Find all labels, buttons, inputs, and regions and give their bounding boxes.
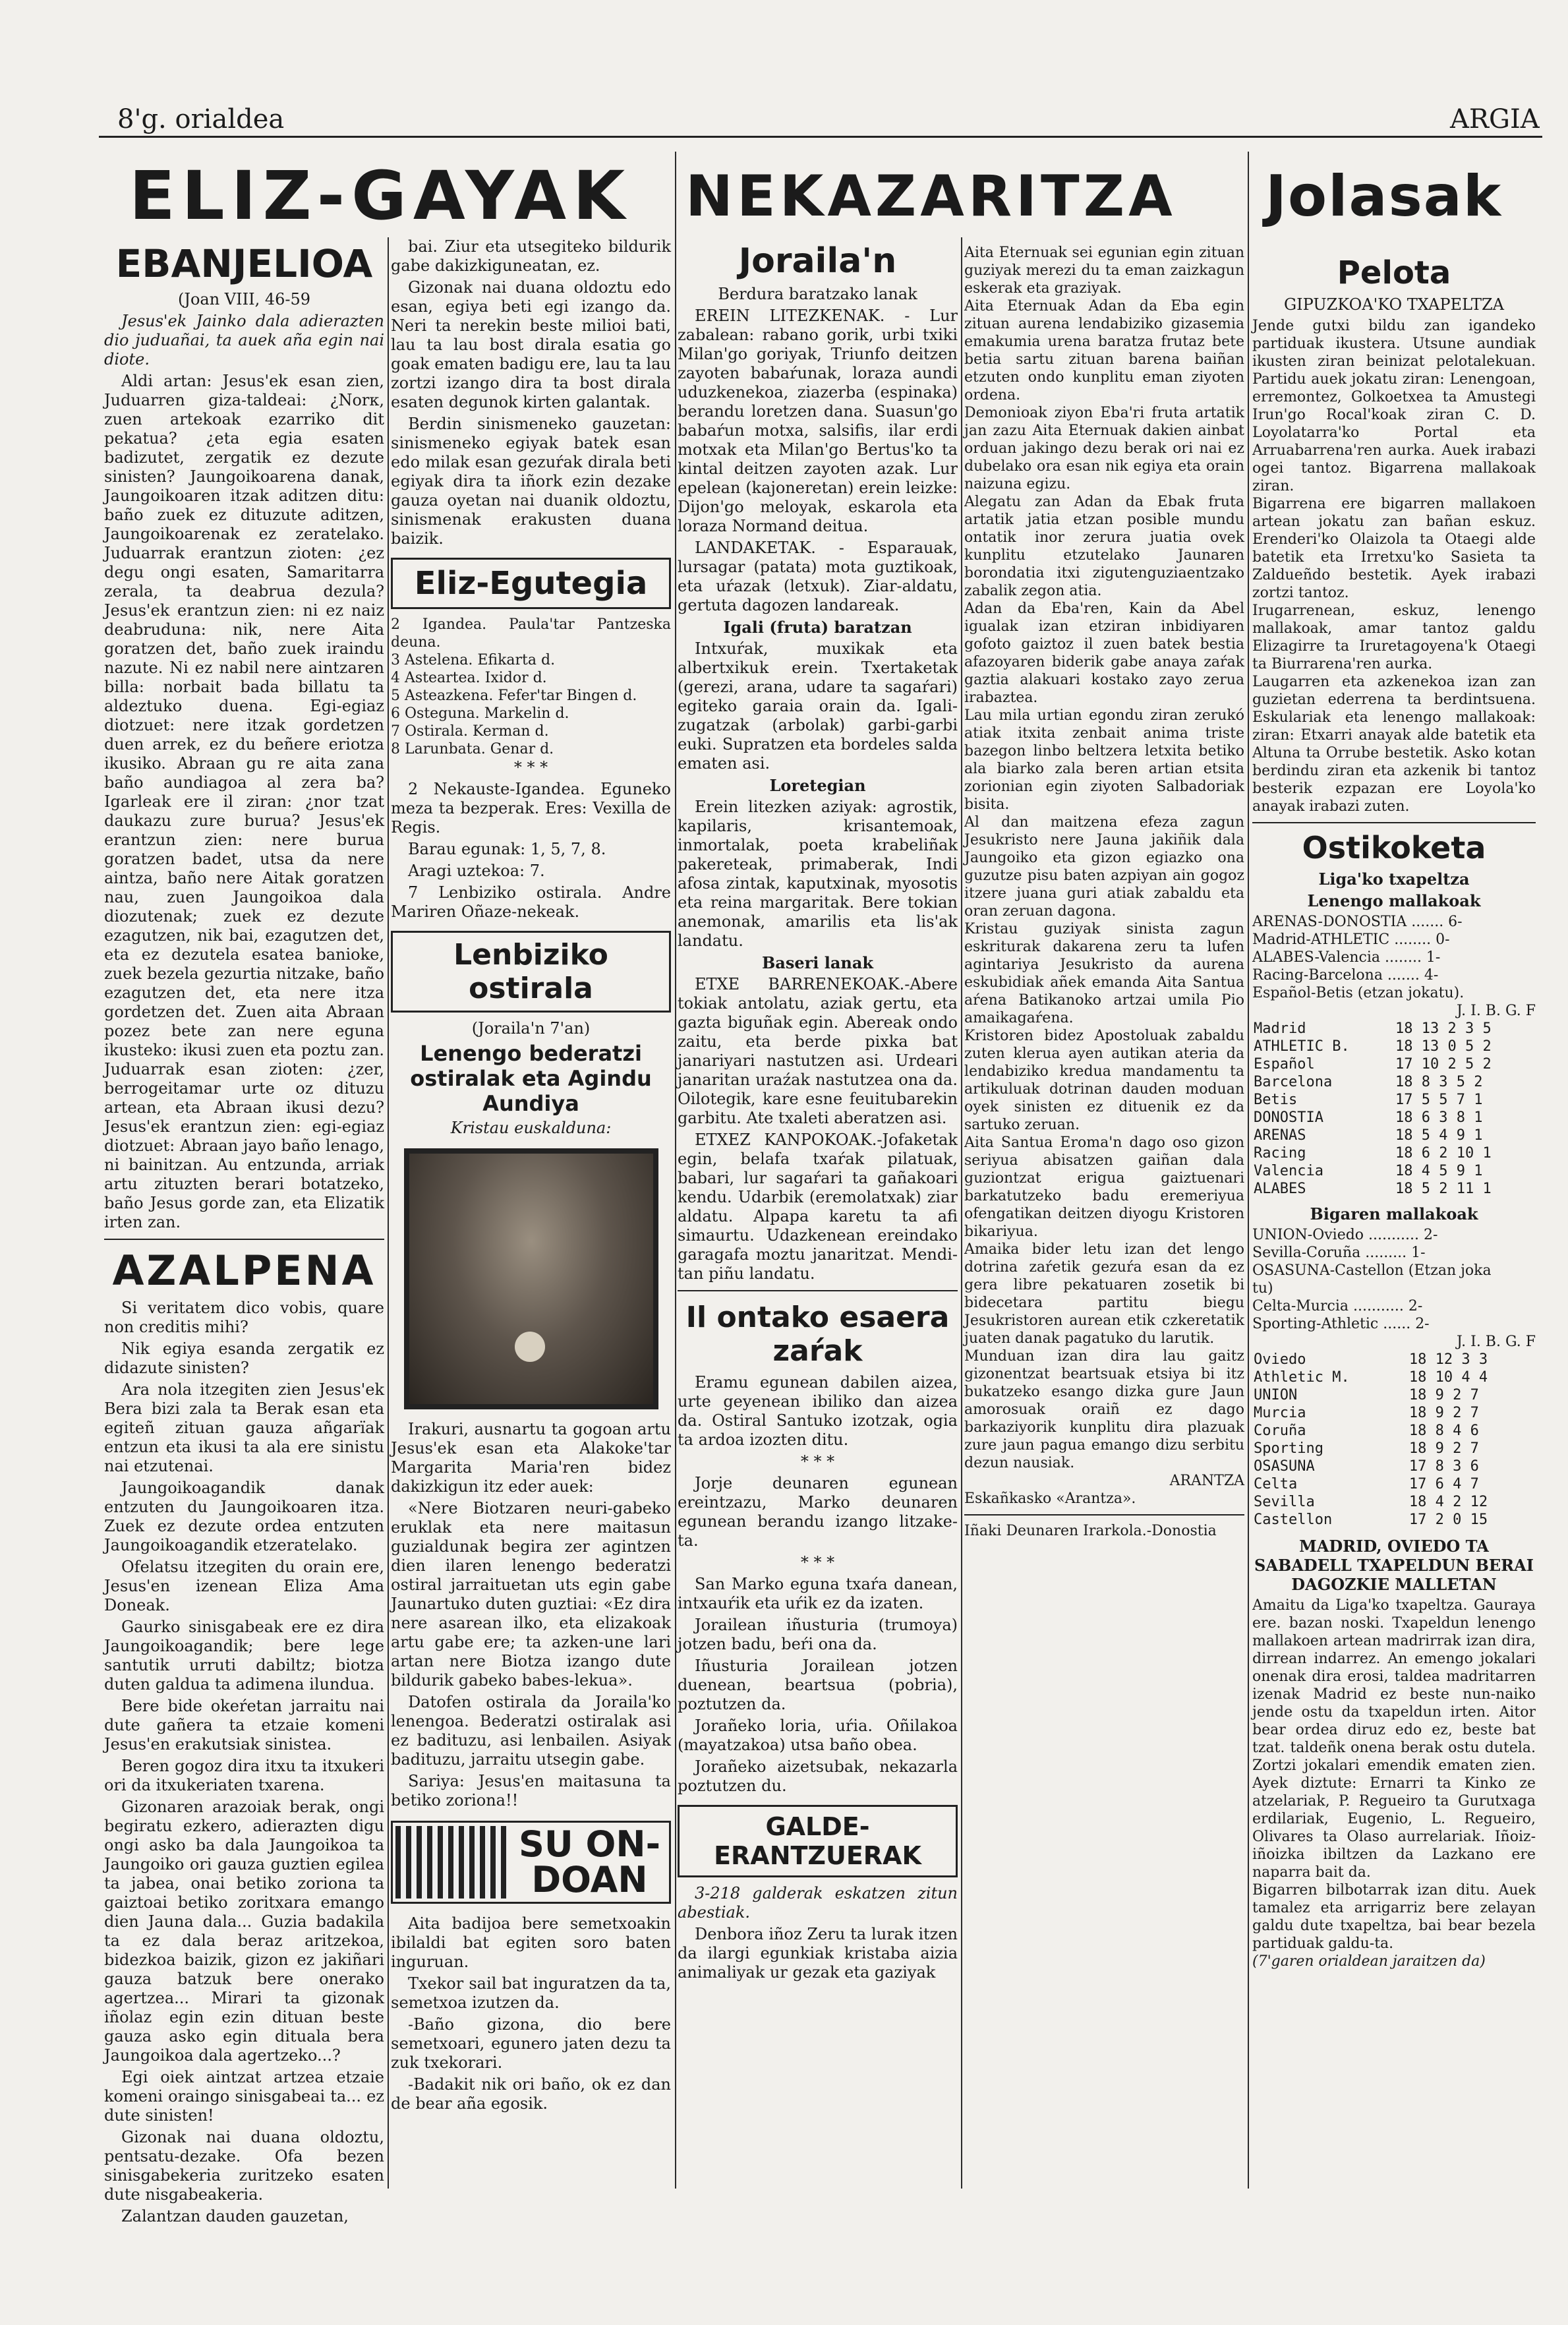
result: Sevilla-Coruña ......... 1- <box>1252 1245 1426 1261</box>
divider <box>678 1290 958 1291</box>
column-joraila <box>678 237 958 2189</box>
table-head: J. I. B. G. F <box>1457 1003 1536 1019</box>
stats: 18 13 2 3 5 <box>1395 1020 1492 1037</box>
team: Racing <box>1254 1145 1306 1162</box>
azalpena-p3: Ara nola itzegiten zien Jesus'ek Bera bizi zala ta Berak esan eta egiteñ zituan gauza añgarïak entzun eta ikusi ta ala ere sinistu nai etzutenai. <box>104 1380 384 1475</box>
team: Betis <box>1254 1092 1298 1108</box>
verse: Kristoren bidez Apostoluak zabaldu zuten kleruа ayen autikan ateria da lendabiziko kredua mandamentu ta artikuluak dotrinan dauden moduan oyek sinisten ez dituenik ez da sartuko zeruan. <box>964 1028 1244 1133</box>
suondoan-p3: -Baño gizona, dio bere semetxoari, egunero jaten dezu ta zuk txekorari. <box>391 2015 671 2072</box>
result: Sporting-Athletic ...... 2- <box>1252 1316 1430 1332</box>
ostirala-p4: Sariya: Jesus'en maitasuna ta betiko zoriona!! <box>391 1772 671 1810</box>
top-rule <box>99 136 1542 138</box>
madrid-p2: Bigarren bilbotarrak izan ditu. Auek tamalez eta arrigarriz bere zelayan galdu dute txapeltza, bai bear bezela partiduak galdu-ta. <box>1252 1882 1536 1952</box>
su-ondoan-banner <box>391 1821 671 1904</box>
suondoan-p1: Aita badijoa bere semetxoakin ibilaldi bat egiten soro baten inguruan. <box>391 1914 671 1971</box>
joraila-sub4: Baseri lanak <box>761 953 874 972</box>
div2-title: Bigaren mallakoak <box>1310 1204 1478 1223</box>
verse: Aita Eternuak sei egunian egin zituan guziyak merezi du ta eman zaizkagun eskerak eta graziyak. <box>964 245 1244 297</box>
team: ALABES <box>1254 1181 1306 1197</box>
azalpena-p8: Beren gogoz dira itxu ta itxukeri ori da itxukeriaten txarena. <box>104 1757 384 1794</box>
stats: 17 6 4 7 <box>1408 1476 1479 1492</box>
table-row <box>1252 1180 1536 1198</box>
table-row <box>1252 1127 1536 1144</box>
sacred-heart-image <box>404 1148 658 1409</box>
table-row <box>1252 1511 1536 1529</box>
pelota-p1: Jende gutxi bildu zan igandeko partiduak ikustera. Utsune aundiak ikusten ziran beinizat pelotalekuan. Partidu auek jokatu ziran: Lenengoan, erremontez, Golkoetxea ta Amustegi Irun'go Rocal'koak ziran C. D. Loyolatarra'ko Portal eta Arruabarrena'ren aurka. Auek irabazi ogei tantoz. Bigarrena mallakoak ziran. <box>1252 318 1536 494</box>
azalpena-p5: Ofelatsu itzegiten du orain ere, Jesus'en izenean Eliza Ama Doneak. <box>104 1558 384 1614</box>
table-row <box>1252 1109 1536 1127</box>
joraila-p5: ETXE BARRENEKOAK.-Abere tokiak antolatu, aziak gertu, eta gazta biguñak egin. Abereak ondo zaitu, eta berde pixka bat janariyari nastutzen asi. Urdeari janaritan uraźak nastutzea ona da. Oilotegik, kare esne feuitubarekin garbitu. Ate txaleti aberatzen asi. <box>678 975 958 1127</box>
table-row <box>1252 1091 1536 1109</box>
heart-icon <box>515 1332 545 1362</box>
ostirala-p2: «Nere Biotzaren neuri-gabeko eruklak eta nere maitasun guzialdunak begira zer agintzen dien ilaren lenengo bederatzi ostiral jarraituetan uts egin gabe Jaunartuko duten guztiai: «Ez dira nere asarean ilko, eta elizakoak artu gabe ere; ta azken-une lari artan nere Biotza izango dute bildurik gabeko babes-lekua». <box>391 1499 671 1690</box>
verse: Alegatu zan Adan da Ebak fruta artatik jatia etzan posible mundu ontatik inor zerura juatia ovek kunplitu etzutelako Jaunaren borondatia itxi zigutenguziaentzako zabalik zegon atia. <box>964 494 1244 599</box>
madrid-p1: Amaitu da Liga'ko txapeltza. Gauraya ere. bazan noski. Txapeldun lenengo mallakoen artean madrirrak izan dira, dirrean indarrez. An emengo jokalari onenak dira erosi, taldea madritarren izenak Madrid ez beste nun-naiko jende ostu da txapeldun irten. Aitor bear ordea diruz edo ez, beste bat tzat. taldeñk onena berak ostu dutela. Zortzi jokalari emendik ematen zien. Ayek diztute: Ernarri ta Kinko ze atzelariak, P. Regueiro ta Gurutxaga erdilariak, Eugenio, L. Regueiro, Olivares ta Olaso aurrelariak. Iñoiz-iñoizka ibiltzen da Lazkano ere naparra bait da. <box>1252 1597 1536 1881</box>
section-jolasak: Jolasak <box>1265 163 1503 229</box>
result: Celta-Murcia ........... 2- <box>1252 1298 1423 1314</box>
joraila-sub: Berdura baratzako lanak <box>718 285 917 303</box>
column-ebanjelioa <box>104 237 384 2225</box>
section-nekazaritza: NEKAZARITZA <box>685 163 1176 229</box>
azalpena-p11: Gizonak nai duana oldoztu, pentsatu-dezake. Ofa bezen sinisgabekeria zuritzeko esaten dute nisgabeakeria. <box>104 2128 384 2204</box>
team: UNION <box>1254 1387 1298 1403</box>
stats: 18 4 5 9 1 <box>1395 1163 1483 1179</box>
egutegia-item: 3 Astelena. Efikarta d. <box>391 652 556 668</box>
esaera-sep: * * * <box>800 1452 835 1471</box>
team: Murcia <box>1254 1405 1306 1421</box>
team: Athletic M. <box>1254 1369 1350 1386</box>
table-row <box>1252 1055 1536 1073</box>
divider <box>1252 822 1536 823</box>
azalpena-p12: Zalantzan dauden gauzetan, <box>121 2207 349 2225</box>
joraila-p1: EREIN LITEZKENAK. - Lur zabalean: rabano gorik, urbi txiki Milan'go goriyak, Triunfo deitzen zayoten babaŕunak, loraza aundi uduzkenekoa, ziazerba (espinaka) berandu loretzen dana. Suasun'go babaŕun motxa, salsifis, ilar erdi motxak eta Milan'go Bertus'ko ta kintal deitzen zayoten azak. Lur epelean (kajoneretan) erein leizke: Dijon'go meloyak, eskarola eta loraza Normand deitua. <box>678 307 958 535</box>
team: OSASUNA <box>1254 1458 1315 1475</box>
ebanjelioa-intro: Jesus'ek Jainko dala adierazten dio juduañai, ta auek aña egin nai diote. <box>104 312 384 368</box>
joraila-sub3: Loretegian <box>769 776 866 795</box>
azalpena-title: AZALPENA <box>112 1247 376 1295</box>
table-row <box>1252 1144 1536 1162</box>
esaera-item: Jorailean iñusturia (trumoya) jotzen badu, beŕi ona da. <box>678 1616 958 1653</box>
pelota-title: Pelota <box>1337 254 1451 291</box>
stats: 18 9 2 7 <box>1408 1405 1479 1421</box>
ebanjelioa-ref: (Joan VIII, 46-59 <box>177 290 311 309</box>
team: ARENAS <box>1254 1127 1306 1144</box>
joraila-p2: LANDAKETAK. - Esparauak, lursagar (patata) mota guztikoak, eta uŕazak (letxuk). Ziar-aldatu, gertuta dagozen landareak. <box>678 539 958 614</box>
stats: 18 8 4 6 <box>1408 1423 1479 1439</box>
egutegia-p1: 2 Nekauste-Igandea. Eguneko meza ta bezperak. Eres: Vexilla de Regis. <box>391 780 671 837</box>
ostirala-sub1: (Joraila'n 7'an) <box>471 1019 591 1038</box>
egutegia-p3: Aragi uztekoa: 7. <box>408 862 545 880</box>
team: Sevilla <box>1254 1494 1315 1510</box>
stats: 17 8 3 6 <box>1408 1458 1479 1475</box>
paper-name: ARGIA <box>1450 104 1540 134</box>
stats: 18 10 4 4 <box>1408 1369 1488 1386</box>
team: Madrid <box>1254 1020 1306 1037</box>
team: Barcelona <box>1254 1074 1333 1090</box>
section-eliz-gayak: ELIZ-GAYAK <box>129 157 632 235</box>
galde-sub: 3-218 galderak eskatzen zitun abestiak. <box>678 1884 958 1922</box>
table-row <box>1252 1073 1536 1091</box>
table-row <box>1252 1404 1536 1422</box>
azalpena-p9: Gizonaren arazoiak berak, ongi begiratu ezkero, adierazten digu ongi asko ba dala Jaungoikoa ta Jaungoiko ori gauza guztien egilea ta jabea, onai betiko zoriona ta gaiztoai betiko zoritxara emango dien Jauna dala... Guzia badakila ta ez dala beraz aritzekoa, bidezkoa baizik, gizon ez jakiñari gauza batzuk bere onerako agertzea... Mirari ta gizonak iñolaz egin ezin dituan beste gauza asko egin dituala bera Jaungoikoa dala agertzeko...? <box>104 1798 384 2065</box>
esaera-title: Il ontako esaera zaŕak <box>685 1301 950 1368</box>
stats: 18 8 3 5 2 <box>1395 1074 1483 1090</box>
esaera-item: Eramu egunean dabilen aizea, urte geyenean ibiliko dan aizea da. Ostiral Santuko izotzak, ogia ta ardoa izozten ditu. <box>678 1373 958 1449</box>
esaera-item: Jorje deunaren egunean ereintzazu, Marko deunaren egunean berandu izango litzake-ta. <box>678 1474 958 1550</box>
table-row <box>1252 1351 1536 1369</box>
ebanjelioa-cont-p1: bai. Ziur eta utsegiteko bildurik gabe dakizkiguneatan, ez. <box>391 237 671 275</box>
result: tu) <box>1252 1280 1273 1297</box>
stats: 17 2 0 15 <box>1408 1512 1488 1528</box>
result: Racing-Barcelona ....... 4- <box>1252 967 1439 984</box>
ostikoketa-title: Ostikoketa <box>1302 830 1486 866</box>
egutegia-item: 8 Larunbata. Genar d. <box>391 741 554 757</box>
egutegia-item: 5 Asteazkena. Fefer'tar Bingen d. <box>391 688 637 704</box>
ostirala-sub2: Lenengo bederatzi ostiralak eta Agindu Aundiya <box>410 1041 652 1116</box>
page-number: 8'g. orialdea <box>117 104 285 134</box>
galde-title: GALDE-ERANTZUERAK <box>678 1805 958 1877</box>
pelota-p3: Irugarrenean, eskuz, lenengo mallakoak, amar tantoz galdu Elizagirre ta Iruretagoyena'k Otaegi ta Biurrarena'ren aurka. <box>1252 603 1536 672</box>
table-row <box>1252 1457 1536 1475</box>
galde-p1: Denbora iñoz Zeru ta lurak itzen da ilargi egunkiak kristaba aizia animaliyak ur gezak eta gaziyak <box>678 1925 958 1982</box>
ostirala-p1: Irakuri, ausnartu ta gogoan artu Jesus'ek esan eta Alakoke'tar Margarita Maria'ren bidez dakizkigun itz eder auek: <box>391 1420 671 1496</box>
egutegia-item: 4 Astearteа. Ixidor d. <box>391 670 547 686</box>
stats: 18 9 2 7 <box>1408 1440 1479 1457</box>
column-egutegia <box>391 237 671 2189</box>
signature-2: Eskañkasko «Arantza». <box>964 1490 1136 1507</box>
table-row <box>1252 1162 1536 1180</box>
verse: Al dan maitzena efeza zagun Jesukristo nere Jauna jakiñik dala Jaungoiko eta gizon egiazko ona guzutze pisu baten azpiyan ain gogoz itzere juana guri atiak zabaldu eta oran zeruan dagona. <box>964 814 1244 920</box>
printer-line: Iñaki Deunaren Irarkola.-Donostia <box>964 1523 1217 1539</box>
esaera-sep: * * * <box>800 1553 835 1572</box>
table-row <box>1252 1369 1536 1386</box>
egutegia-sep: * * * <box>513 758 548 777</box>
fireside-illustration <box>395 1826 508 1898</box>
stats: 18 5 2 11 1 <box>1395 1181 1492 1197</box>
table-row <box>1252 1020 1536 1038</box>
verse: Demonioak ziyon Eba'ri fruta artatik jan zazu Aita Eternuak dakien ainbat orduan jakingo dezu berak ori nai ez dubelako ora esan nik egiya eta orain naizuna egizu. <box>964 405 1244 492</box>
result: ALABES-Valencia ........ 1- <box>1252 949 1441 966</box>
esaera-item: Jorañeko loria, uŕia. Oñilakoa (mayatzakoa) utsa baño obea. <box>678 1717 958 1754</box>
column-jolasak <box>1252 250 1536 2189</box>
team: Español <box>1254 1056 1315 1073</box>
ostirala-title: Lenbiziko ostirala <box>391 931 671 1013</box>
column-rule <box>388 237 389 2189</box>
table-row <box>1252 1440 1536 1457</box>
standings-table-2 <box>1252 1351 1536 1529</box>
verse: Adan da Eba'ren, Kain da Abel igualak izan etziran inbidiyaren gofoto gaiztoz il zuen batek bestia afazoyaren biderik gabe anaya zaŕak gaztia alakuari kostako zayo zerua irabaztea. <box>964 601 1244 706</box>
ebanjelioa-text: Aldi artan: Jesus'ek esan zien, Juduarren giza-taldeai: ¿Norк, zuen artekoak ezarriko dit pekatua? ¿eta egia esaten badizutet, zergatik ez dezute sinisten? Jaungoikoarena danak, Jaungoikoaren itzak aditzen ditu: baño zuek ez dituzute aditzen, Jaungoikoarenak ez zeratelako. Juduarrak erantzun zioten: ¿ez degu ongi esaten, Samaritarra zerala, ta deabrua dezula? Jesus'ek erantzun zien: ni ez naiz deabruduna: nik, nere Aita goratzen det, baño zuek iraindu nazute. Ni ez nabil nere aintzaren billa: norbait bada billatu ta aldeztuko duena. Egi-egiaz diotzuet: nere itzak gordetzen duen arrek, ez du beñere eriotza ikusiko. Abraan gu re aita zana baño aundiagoa al zera ba? Igarleak ere il ziran: ¿nor tzat daukazu zure burua? Jesus'ek erantzun zien: nere burua goratzen badet, utsa da nere aintza, baño nere Aitak goratzen nau, zuen Jaungoikoa dala diozutenak; zuek ez dezute ezagutzen, nik bai, ezagutzen det, eta ez dezutela esatea banioke, zuek bezela gezurtia nitzake, baño ezagutzen det, eta nere itza gordetzen det. Zuen aita Abraan pozez bete zan nere eguna ikusteko: ikusi zuen eta poztu zan. Juduarrak esan zioten: ¿zer, berrogeitamar urte oz dituzu artean, eta Abraan ikusi dezu? Jesus'ek erantzun zien: egi-egiaz diotzuet: Abraan jayo baño lenago, ni bainitzan. Au entzunda, arriak artu zituzten berari botatzeko, baño Jesus gorde zan, eta Elizatik irten zan. <box>104 372 384 1231</box>
joraila-p3: Intxuŕak, muxikak eta albertxikuk erein. Txertaketak (gerezi, arana, udare ta sagaŕari) egiteko garaia orain da. Igali-zugatzak (arbolak) garbi-garbi euki. Supratzen eta bordeles salda ematen asi. <box>678 639 958 773</box>
team: DONOSTIA <box>1254 1109 1323 1126</box>
result: Español-Betis (etzan jokatu). <box>1252 985 1465 1001</box>
egutegia-title: Eliz-Egutegia <box>391 558 671 609</box>
egutegia-p4: 7 Lenbiziko ostirala. Andre Mariren Oñaze-nekeak. <box>391 883 671 921</box>
result: Madrid-ATHLETIC ........ 0- <box>1252 931 1450 948</box>
stats: 18 12 3 3 <box>1408 1351 1488 1368</box>
result: OSASUNA-Castellon (Etzan joka <box>1252 1262 1492 1279</box>
esaera-item: Iñusturia Jorailean jotzen duenean, beartsua (pobria), poztutzen da. <box>678 1657 958 1713</box>
egutegia-item: 2 Igandea. Paula'tar Pantzeska deuna. <box>391 616 671 651</box>
su-ondoan-title: SU ON-DOAN <box>518 1823 661 1900</box>
result: ARENAS-DONOSTIA ....... 6- <box>1252 914 1463 930</box>
verse: Aita Eternuak Adan da Eba egin zituan aurena lendabiziko gizasemia emakumia urena baratza frutaz bete betia sartu zituan barena baiñan etzuten ondo kunplitu eman ziyoten ordena. <box>964 298 1244 403</box>
azalpena-p6: Gaurko sinisgabeak ere ez dira Jaungoikoagandik; bere lege santutik urruti dabiltz; biotza duten galdua ta adimena ilundua. <box>104 1618 384 1693</box>
verse: Amaika bider letu izan det lengo dotrina zaŕetik gezuŕa esan da ez gera libre pekatuaren zosetik bi bidecetara partitu biegu Jesukristoren aurean etik czkeretatik juaten danak pagatuko du larutik. <box>964 1241 1244 1347</box>
team: Coruña <box>1254 1423 1306 1439</box>
egutegia-p2: Barau egunak: 1, 5, 7, 8. <box>408 840 606 858</box>
signature: ARANTZA <box>1169 1473 1244 1489</box>
table-row <box>1252 1038 1536 1055</box>
table-head: J. I. B. G. F <box>1457 1334 1536 1350</box>
suondoan-p2: Txekor sail bat inguratzen da ta, semetxoa izutzen da. <box>391 1974 671 2012</box>
egutegia-item: 6 Osteguna. Markelin d. <box>391 705 569 722</box>
stats: 17 10 2 5 2 <box>1395 1056 1492 1073</box>
div1-title: Lenengo mallakoak <box>1307 891 1481 910</box>
pelota-p2: Bigarrena ere bigarren mallakoen artean jokatu zan bañan eskuz. Erenderi'ko Olaizola ta Otaegi alde batetik eta Irretxu'ko Sasieta ta Zaldueñdo bestetik. Ayek irabazi zortzi tantoz. <box>1252 496 1536 601</box>
column-rule <box>961 237 962 2189</box>
table-row <box>1252 1475 1536 1493</box>
ebanjelioa-title: EBANJELIOA <box>115 241 373 286</box>
divider <box>964 1514 1244 1516</box>
continued-note: (7'garen orialdean jaraitzen da) <box>1252 1953 1486 1970</box>
pelota-sub: GIPUZKOA'KO TXAPELTZA <box>1284 295 1504 314</box>
azalpena-p4: Jaungoikoagandik danak entzuten du Jaungoikoaren itza. Zuek ez dezute ordea entzuten Jaungoikoagandik etzeratelako. <box>104 1479 384 1554</box>
stats: 18 5 4 9 1 <box>1395 1127 1483 1144</box>
table-row <box>1252 1386 1536 1404</box>
esaera-item: San Marko eguna txaŕa danean, intxauŕik eta uŕik ez da izaten. <box>678 1575 958 1612</box>
column-rule <box>1248 152 1249 2189</box>
madrid-title: MADRID, OVIEDO TA SABADELL TXAPELDUN BERAI DAGOZKIE MALLETAN <box>1254 1537 1534 1594</box>
joraila-sub2: Igali (fruta) baratzan <box>723 618 912 637</box>
azalpena-p7: Bere bide okeŕetan jarraitu nai dute gañera ta etzaie komeni Jesus'en erakutsiak sinistea. <box>104 1697 384 1753</box>
ostirala-p3: Datofen ostirala da Joraila'ko lenengoa. Bederatzi ostiralak asi ez badituzu, asi lenbailen. Asiyak badituzu, jarraitu utsegin gabe. <box>391 1693 671 1769</box>
team: ATHLETIC B. <box>1254 1038 1350 1055</box>
esaera-item: Jorañeko aizetsubak, nekazarla poztutzen du. <box>678 1757 958 1795</box>
standings-table-1 <box>1252 1020 1536 1198</box>
stats: 18 6 3 8 1 <box>1395 1109 1483 1126</box>
divider <box>104 1239 384 1240</box>
joraila-p6: ETXEZ KANPOKOAK.-Jofaketak egin, belafa txaŕak pilatuak, babari, lur sagaŕari ta gañakoari kendu. Udarbik (eremolatxak) ziar aldatu. Alpapa karetu ta afi simaurtu. Udazkenean ereindako garagafa moztu janaritzat. Mendi-tan piñu landatu. <box>678 1131 958 1283</box>
ebanjelioa-cont-p2: Gizonak nai duana oldoztu edo esan, egiya beti egi izango da. Neri ta nerekin beste milioi bati, lau ta lau bost dirala esatia go goak ematen badigu ere, lau ta lau zortzi izango dira ta bost dirala esaten degunok kirten galantak. <box>391 278 671 411</box>
stats: 18 9 2 7 <box>1408 1387 1479 1403</box>
verse: Kristau guziyak sinista zagun eskriturak dakarena zeru ta lufen agintariya Jesukristo da aurena eskubidiak añek emanda Aita Santua aŕena Batikanoko artzai umila Pio amaikagaŕena. <box>964 921 1244 1026</box>
team: Valencia <box>1254 1163 1323 1179</box>
result: UNION-Oviedo ........... 2- <box>1252 1227 1438 1243</box>
column-rule <box>675 152 676 2189</box>
team: Oviedo <box>1254 1351 1306 1368</box>
ebanjelioa-cont-p3: Berdin sinismeneko gauzetan: sinismeneko egiyak batek esan edo milak esan gezuŕak dirala beti egiyak dira ta iñork ezin dezake gauza oyetan nai duanik oldoztu, sinismenak erakusten duana baizik. <box>391 415 671 548</box>
column-aita-eternuak <box>964 244 1244 2189</box>
stats: 18 13 0 5 2 <box>1395 1038 1492 1055</box>
verse: Aita Santua Eroma'n dago oso gizon seriyua abisatzen gaiñan dala guziontzat erigua gaiztuenari barkatutzeko badu eremeriyua ofengatikan deitzen diyogu Kristoren bikariyua. <box>964 1134 1244 1240</box>
suondoan-p4: -Badakit nik ori baño, ok ez dan de bear aña egosik. <box>391 2075 671 2113</box>
azalpena-p1: Si veritatem dico vobis, quare non creditis mihi? <box>104 1299 384 1336</box>
stats: 18 6 2 10 1 <box>1395 1145 1492 1162</box>
verse: Munduan izan dira lau gaitz gizonentzat beartsuak etsiya bi itz bukatzeko esango dizka gure Jaun amorosuak oraiñ ez dago barkaziyorik kunplitu dira plazuak zure jaun pagua emango dizu serbitu dezun nausiak. <box>964 1348 1244 1471</box>
team: Castellon <box>1254 1512 1333 1528</box>
joraila-p4: Erein litezken aziyak: agrostik, kapilaris, krisantemoak, inmortalak, poeta krabeliñak pakereteak, primaberak, Indi afosa zintak, kaputxinak, myosotis eta reina margaritak. Bere tokian anemonak, amarilis eta lis'ak landatu. <box>678 798 958 950</box>
stats: 17 5 5 7 1 <box>1395 1092 1483 1108</box>
verse: Lau mila urtian egondu ziran zerukó atiak itxita zenbait anima triste bazegon linbo beltzera letxita betiko ala biarko zala beren artian etsita zorionian egin ziyoten Salbadoriak bisita. <box>964 707 1244 813</box>
egutegia-item: 7 Ostirala. Kerman d. <box>391 723 549 740</box>
joraila-title: Joraila'n <box>738 241 897 281</box>
table-row <box>1252 1493 1536 1511</box>
table-row <box>1252 1422 1536 1440</box>
team: Sporting <box>1254 1440 1323 1457</box>
liga-sub: Liga'ko txapeltza <box>1318 869 1470 889</box>
stats: 18 4 2 12 <box>1408 1494 1488 1510</box>
ostirala-author: Kristau euskalduna: <box>450 1119 612 1137</box>
azalpena-p2: Nik egiya esanda zergatik ez didazute sinisten? <box>104 1339 384 1377</box>
team: Celta <box>1254 1476 1298 1492</box>
azalpena-p10: Egi oiek aintzat artzea etzaie komeni oraingo sinisgabeai ta... ez dute sinisten! <box>104 2068 384 2125</box>
pelota-p4: Laugarren eta azkenekoa izan zan guzietan ederrena ta berdintsuena. Eskulariak eta lenengo mallakoak: ziran: Etxarri anayak alde batetik eta Altuna ta Orrube bestetik. Asko kotan berdindu ziran eta azkenik bi tantoz besterik ezpazan ere Loyola'ko anayak irabazi zuten. <box>1252 674 1536 815</box>
